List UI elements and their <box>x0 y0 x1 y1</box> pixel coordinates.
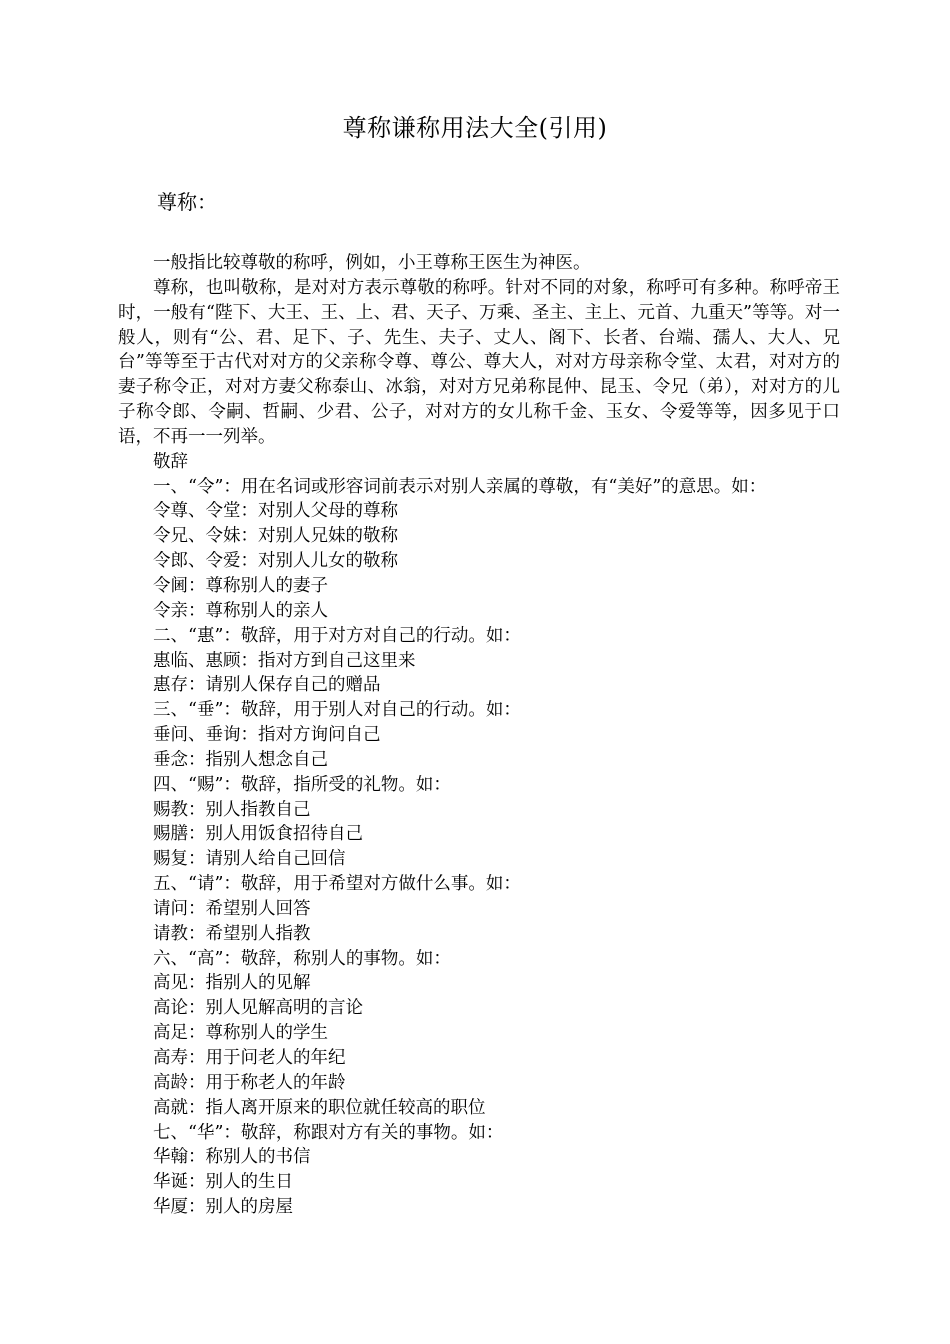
list-line: 华翰：称别人的书信 <box>153 1147 311 1168</box>
list-line: 垂问、垂询：指对方询问自己 <box>153 725 381 746</box>
list-line: 令亲：尊称别人的亲人 <box>153 600 328 621</box>
list-line: 一、“令”：用在名词或形容词前表示对别人亲属的尊敬，有“美好”的意思。如： <box>153 476 767 497</box>
list-line: 令阃：尊称别人的妻子 <box>153 575 328 596</box>
list-line: 赐复：请别人给自己回信 <box>153 849 346 870</box>
list-line: 惠临、惠顾：指对方到自己这里来 <box>153 650 416 671</box>
list-line: 华厦：别人的房屋 <box>153 1197 293 1218</box>
list-line: 令尊、令堂：对别人父母的尊称 <box>153 501 398 522</box>
list-line: 赐教：别人指教自己 <box>153 799 311 820</box>
list-line: 请问：希望别人回答 <box>153 898 311 919</box>
definition-paragraph: 尊称，也叫敬称，是对对方表示尊敬的称呼。针对不同的对象，称呼可有多种。称呼帝王时，一般有“陛下、大王、王、上、君、天子、万乘、圣主、主上、元首、九重天”等等。对一般人，则有“公、君、足下、子、先生、夫子、丈人、阁下、长者、台端、孺人、大人、兄台”等等至于古代对对方的父亲称令尊、尊公、尊大人，对对方母亲称令堂、太君，对对方的妻子称令正，对对方妻父称泰山、冰翁，对对方兄弟称昆仲、昆玉、令兄（弟），对对方的儿子称令郎、令嗣、哲嗣、少君、公子，对对方的女儿称千金、玉女、令爱等等，因多见于口语，不再一一列举。 <box>118 277 840 447</box>
list-line: 赐膳：别人用饭食招待自己 <box>153 824 363 845</box>
list-line: 高论：别人见解高明的言论 <box>153 998 363 1019</box>
list-line: 高寿：用于问老人的年纪 <box>153 1048 346 1068</box>
list-line: 高见：指别人的见解 <box>153 973 311 994</box>
list-line: 三、“垂”：敬辞，用于别人对自己的行动。如： <box>153 700 521 721</box>
list-line: 令郎、令爱：对别人儿女的敬称 <box>153 551 398 572</box>
section-heading: 尊称： <box>157 190 217 214</box>
intro-line: 一般指比较尊敬的称呼，例如，小王尊称王医生为神医。 <box>153 253 591 273</box>
document-body <box>118 251 840 1220</box>
honorific-list <box>118 450 840 1220</box>
list-line: 令兄、令妹：对别人兄妹的敬称 <box>153 526 398 547</box>
list-line: 二、“惠”：敬辞，用于对方对自己的行动。如： <box>153 625 521 646</box>
list-line: 高龄：用于称老人的年龄 <box>153 1072 346 1093</box>
list-line: 惠存：请别人保存自己的赠品 <box>153 675 381 696</box>
list-line: 七、“华”：敬辞，称跟对方有关的事物。如： <box>153 1122 504 1143</box>
list-line: 四、“赐”：敬辞，指所受的礼物。如： <box>153 774 451 795</box>
list-line: 高就：指人离开原来的职位就任较高的职位 <box>153 1097 486 1118</box>
list-line: 敬辞 <box>153 451 188 472</box>
list-line: 五、“请”：敬辞，用于希望对方做什么事。如： <box>153 874 521 895</box>
list-line: 华诞：别人的生日 <box>153 1172 293 1193</box>
list-line: 请教：希望别人指教 <box>153 923 311 944</box>
list-line: 六、“高”：敬辞，称别人的事物。如： <box>153 948 451 969</box>
document-title: 尊称谦称用法大全(引用) <box>342 114 608 142</box>
list-line: 高足：尊称别人的学生 <box>153 1023 328 1044</box>
list-line: 垂念：指别人想念自己 <box>153 749 328 770</box>
